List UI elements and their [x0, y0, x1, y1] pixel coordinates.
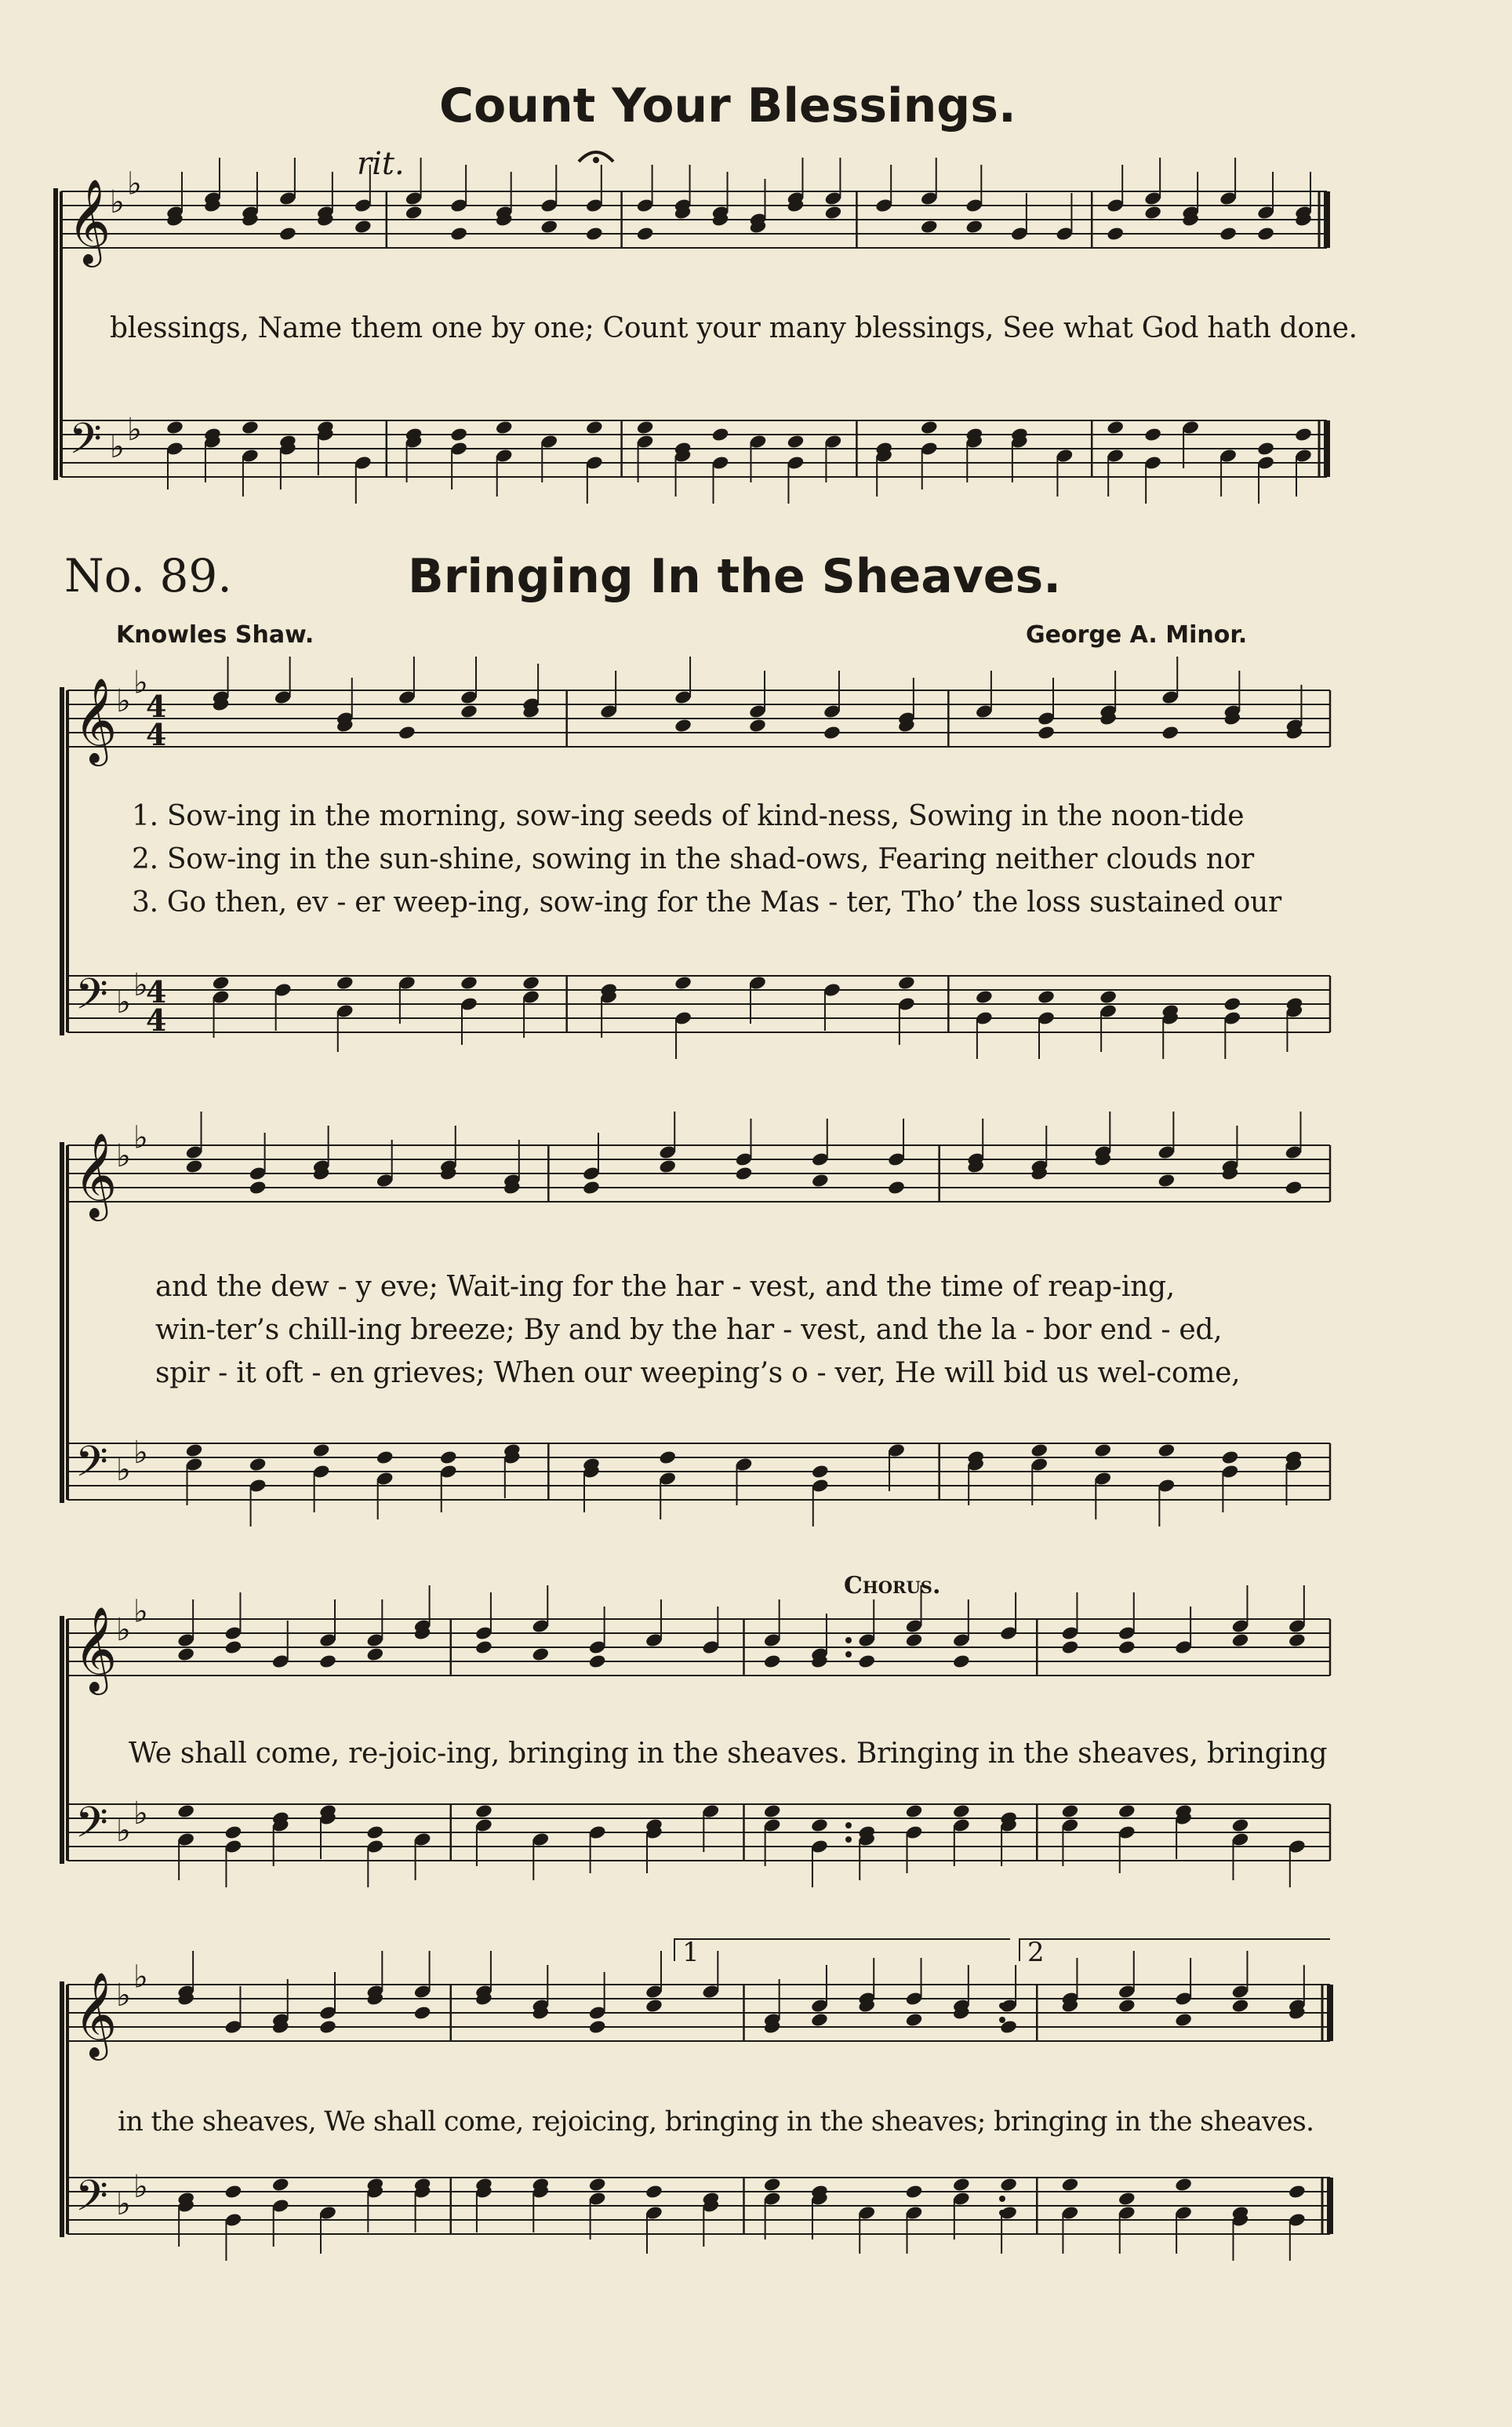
- bass-note: [1158, 1443, 1176, 1458]
- treble-note: [354, 219, 373, 235]
- bass-note: [975, 989, 994, 1005]
- treble-note: [318, 1654, 337, 1669]
- treble-note: [1158, 1173, 1176, 1188]
- treble-note: [748, 718, 767, 733]
- verse-3-line-b: spir - it oft - en grieves; When our weeping’s o - ver, He will bid us wel-come,: [155, 1357, 1241, 1389]
- ritardando-marking: rit.: [357, 146, 405, 182]
- treble-note: [1288, 1632, 1307, 1648]
- treble-note: [905, 1632, 924, 1648]
- bass-note: [165, 420, 184, 435]
- flat-sign-icon: ♭: [116, 1138, 131, 1174]
- bass-note: [1294, 427, 1313, 442]
- time-signature: 4: [146, 1002, 167, 1039]
- flat-sign-icon: ♭: [133, 664, 148, 701]
- hymn-number: No. 89.: [64, 549, 232, 602]
- bass-note: [1231, 1818, 1250, 1833]
- treble-note: [588, 2019, 607, 2035]
- bass-note: [920, 420, 939, 435]
- bass-note: [336, 975, 354, 991]
- flat-sign-icon: ♭: [133, 1959, 148, 1996]
- treble-note: [763, 1654, 782, 1669]
- treble-note: [449, 226, 468, 242]
- bass-note: [1118, 2191, 1136, 2207]
- chorus-label: Chorus.: [844, 1572, 941, 1599]
- time-signature: 4: [146, 689, 167, 725]
- bass-note: [249, 1457, 267, 1472]
- bass-note: [312, 1443, 331, 1458]
- bass-note: [495, 420, 514, 435]
- bass-note: [271, 2177, 290, 2192]
- bass-note: [905, 2184, 924, 2200]
- flat-sign-icon: ♭: [110, 184, 125, 220]
- treble-note: [318, 2019, 337, 2035]
- bass-note: [952, 2177, 971, 2192]
- bass-note: [185, 1443, 204, 1458]
- bass-note: [588, 2177, 607, 2192]
- flat-sign-icon: ♭: [133, 1796, 148, 1832]
- treble-note: [1161, 725, 1179, 740]
- bass-note: [1118, 1803, 1136, 1819]
- treble-note: [224, 1639, 243, 1655]
- verse-2-line-a: 2. Sow-ing in the sun-shine, sowing in the shad-ows, Fearing neither clouds nor: [132, 843, 1254, 875]
- repeat-dot: [999, 2003, 1005, 2009]
- bass-note: [1106, 420, 1125, 435]
- treble-note: [1037, 725, 1056, 740]
- treble-clef-icon: 𝄞: [74, 1133, 118, 1219]
- bass-note: [224, 2184, 243, 2200]
- treble-note: [176, 1647, 195, 1662]
- treble-note: [540, 219, 558, 235]
- repeat-dot: [999, 2196, 1005, 2202]
- treble-note: [658, 1159, 677, 1174]
- bass-note: [645, 2184, 663, 2200]
- bass-note: [1061, 2177, 1080, 2192]
- treble-note: [645, 1998, 663, 2014]
- bass-note: [241, 420, 260, 435]
- bass-note: [905, 1803, 924, 1819]
- treble-note: [582, 1180, 601, 1195]
- treble-note: [1219, 226, 1238, 242]
- treble-note: [735, 1166, 754, 1181]
- treble-note: [952, 1654, 971, 1669]
- bass-note: [674, 975, 692, 991]
- treble-note: [887, 1180, 906, 1195]
- lyricist-credit: Knowles Shaw.: [116, 621, 314, 649]
- flat-sign-icon: ♭: [127, 166, 142, 202]
- flat-sign-icon: ♭: [116, 2185, 131, 2222]
- bass-clef-icon: 𝄢: [69, 415, 102, 475]
- bass-note: [1061, 1803, 1080, 1819]
- treble-note: [965, 219, 984, 235]
- bass-note: [366, 1825, 385, 1840]
- verse-1-line-a: 1. Sow-ing in the morning, sow-ing seeds of kind-ness, Sowing in the noon-tide: [132, 800, 1245, 832]
- treble-note: [278, 226, 297, 242]
- flat-sign-icon: ♭: [116, 1451, 131, 1488]
- verse-2-line-b: win-ter’s chill-ing breeze; By and by the har - vest, and the la - bor end - ed,: [155, 1314, 1223, 1346]
- bass-note: [376, 1450, 394, 1465]
- flat-sign-icon: ♭: [133, 1593, 148, 1630]
- flat-sign-icon: ♭: [116, 984, 131, 1021]
- flat-sign-icon: ♭: [133, 1435, 148, 1472]
- bass-note: [1256, 441, 1275, 457]
- bass-note: [1094, 1443, 1113, 1458]
- treble-note: [857, 1654, 876, 1669]
- bass-note: [1099, 989, 1118, 1005]
- flat-sign-icon: ♭: [133, 2169, 148, 2206]
- treble-note: [366, 1647, 385, 1662]
- bass-clef-icon: 𝄢: [75, 2172, 108, 2232]
- bass-clef-icon: 𝄢: [75, 1799, 108, 1858]
- repeat-dot: [845, 1836, 852, 1843]
- treble-clef-icon: 𝄞: [74, 1606, 118, 1693]
- treble-note: [405, 205, 423, 220]
- treble-note: [1174, 2012, 1193, 2028]
- bass-note: [585, 420, 604, 435]
- treble-note: [674, 718, 692, 733]
- verse-3-line-a: 3. Go then, ev - er weep-ing, sow-ing for the Mas - ter, Tho’ the loss sustained our: [132, 886, 1281, 919]
- volta-bracket-1: [674, 1939, 1010, 1961]
- treble-clef-icon: 𝄞: [74, 678, 118, 764]
- bass-note: [1223, 996, 1242, 1012]
- bass-note: [1037, 989, 1056, 1005]
- bass-note: [1143, 427, 1162, 442]
- treble-note: [1061, 1639, 1080, 1655]
- volta-number-2: 2: [1027, 1937, 1045, 1968]
- bass-note: [1288, 2184, 1307, 2200]
- bass-note: [460, 975, 478, 991]
- treble-note: [413, 2005, 432, 2021]
- flat-sign-icon: ♭: [127, 412, 142, 449]
- repeat-dot: [845, 1651, 852, 1657]
- flat-sign-icon: ♭: [116, 1978, 131, 2014]
- hymn-title: Bringing In the Sheaves.: [408, 549, 1061, 604]
- bass-note: [897, 975, 916, 991]
- repeat-dot: [999, 2017, 1005, 2023]
- bass-note: [810, 1818, 829, 1833]
- system-brace: [60, 1142, 64, 1503]
- bass-note: [474, 1803, 493, 1819]
- treble-note: [1256, 226, 1275, 242]
- bass-note: [224, 1825, 243, 1840]
- treble-note: [249, 1180, 267, 1195]
- treble-note: [1143, 205, 1162, 220]
- treble-note: [1231, 1998, 1250, 2014]
- treble-note: [1231, 1632, 1250, 1648]
- treble-note: [588, 1654, 607, 1669]
- treble-note: [811, 1173, 830, 1188]
- flat-sign-icon: ♭: [133, 967, 148, 1004]
- repeat-dot: [845, 1637, 852, 1643]
- fermata-dot: [593, 157, 599, 163]
- time-signature: 4: [146, 974, 167, 1010]
- time-signature: 4: [146, 717, 167, 753]
- treble-note: [398, 725, 416, 740]
- verse-1-line-b: and the dew - y eve; Wait-ing for the har - vest, and the time of reap-ing,: [155, 1271, 1175, 1303]
- treble-note: [185, 1159, 204, 1174]
- treble-note: [474, 1639, 493, 1655]
- bass-note: [1174, 2177, 1193, 2192]
- bass-note: [711, 427, 730, 442]
- treble-note: [585, 226, 604, 242]
- previous-hymn-lyric: blessings, Name them one by one; Count your many blessings, See what God hath done.: [110, 312, 1358, 344]
- bass-note: [449, 427, 468, 442]
- system-brace: [60, 1981, 64, 2237]
- treble-note: [1118, 1639, 1136, 1655]
- bass-note: [952, 1803, 971, 1819]
- system-brace: [60, 1616, 64, 1864]
- previous-hymn-title: Count Your Blessings.: [439, 78, 1016, 133]
- bass-note: [763, 1803, 782, 1819]
- bass-note: [763, 2177, 782, 2192]
- chorus-lyric-line-1: We shall come, re-joic-ing, bringing in the sheaves. Bringing in the sheaves, bringing: [129, 1737, 1328, 1770]
- bass-note: [212, 975, 231, 991]
- bass-note: [658, 1450, 677, 1465]
- repeat-dot: [845, 1822, 852, 1828]
- bass-note: [439, 1450, 458, 1465]
- bass-clef-icon: 𝄢: [75, 970, 108, 1030]
- bass-note: [811, 1464, 830, 1479]
- treble-note: [1118, 1998, 1136, 2014]
- bass-clef-icon: 𝄢: [75, 1438, 108, 1497]
- flat-sign-icon: ♭: [116, 1612, 131, 1648]
- bass-note: [522, 975, 540, 991]
- flat-sign-icon: ♭: [116, 683, 131, 719]
- treble-note: [1285, 1180, 1303, 1195]
- flat-sign-icon: ♭: [110, 428, 125, 465]
- treble-note: [1106, 226, 1125, 242]
- bass-note: [176, 1803, 195, 1819]
- system-brace: [60, 687, 64, 1035]
- treble-note: [920, 219, 939, 235]
- bass-note: [1221, 1450, 1240, 1465]
- volta-number-1: 1: [682, 1937, 700, 1968]
- bass-note: [1030, 1443, 1049, 1458]
- treble-note: [824, 205, 843, 220]
- treble-clef-icon: 𝄞: [74, 1972, 118, 2058]
- bass-note: [999, 2177, 1018, 2192]
- repeat-dot: [999, 2210, 1005, 2216]
- treble-note: [531, 1647, 550, 1662]
- treble-note: [905, 2012, 924, 2028]
- bass-note: [787, 434, 805, 449]
- system-brace: [53, 188, 58, 480]
- bass-note: [636, 420, 655, 435]
- treble-note: [810, 2012, 829, 2028]
- flat-sign-icon: ♭: [116, 1812, 131, 1849]
- volta-bracket-2: [1020, 1939, 1330, 1961]
- composer-credit: George A. Minor.: [1026, 621, 1248, 649]
- treble-note: [460, 704, 478, 719]
- treble-note: [823, 725, 841, 740]
- chorus-lyric-line-2: in the sheaves, We shall come, rejoicing, bringing in the sheaves; bringing in the sheaves.: [118, 2106, 1314, 2138]
- flat-sign-icon: ♭: [133, 1119, 148, 1156]
- treble-note: [636, 226, 655, 242]
- treble-clef-icon: 𝄞: [67, 179, 111, 265]
